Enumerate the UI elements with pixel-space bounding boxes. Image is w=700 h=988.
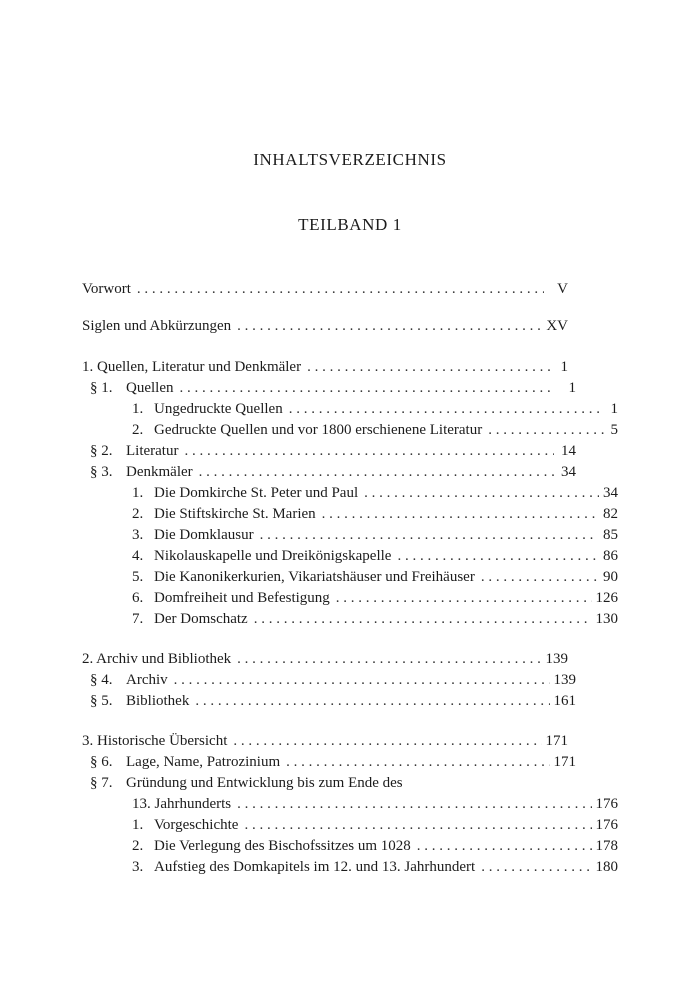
- leader-dots: [237, 648, 541, 670]
- leader-dots: [195, 690, 549, 712]
- toc-page-number: 130: [595, 611, 618, 627]
- item-number: 1.: [132, 401, 144, 417]
- leader-dots: [336, 587, 592, 609]
- toc-entry-label: Gründung und Entwicklung bis zum Ende des: [126, 775, 403, 791]
- toc-page-number: 139: [545, 651, 568, 667]
- section-number: § 1.: [90, 380, 113, 396]
- leader-dots: [174, 669, 550, 691]
- item-number: 4.: [132, 548, 144, 564]
- toc-page-number: 34: [561, 464, 576, 480]
- item-number: 5.: [132, 569, 144, 585]
- item-number: 3.: [132, 527, 144, 543]
- toc-entry-label: Vorgeschichte: [154, 817, 239, 833]
- toc-subentry: [82, 398, 618, 420]
- toc-subentry: [82, 608, 618, 630]
- toc-entry-label: 3. Historische Übersicht: [82, 733, 228, 749]
- toc-page-number: 90: [603, 569, 618, 585]
- leader-dots: [481, 856, 591, 878]
- toc-page-number: 1: [610, 401, 618, 417]
- toc-page-number: 171: [553, 754, 576, 770]
- toc-section-1: [82, 377, 576, 399]
- toc-entry-label: Die Verlegung des Bischofssitzes um 1028: [154, 838, 411, 854]
- item-number: 3.: [132, 859, 144, 875]
- toc-page-number: 14: [561, 443, 576, 459]
- toc-page-number: 86: [603, 548, 618, 564]
- item-number: 2.: [132, 838, 144, 854]
- toc-subentry: [82, 856, 618, 878]
- toc-subentry: [82, 587, 618, 609]
- section-number: § 2.: [90, 443, 113, 459]
- toc-section-3: [82, 461, 576, 483]
- toc-page-number: 126: [595, 590, 618, 606]
- toc-entry-label: Quellen: [126, 380, 174, 396]
- toc-page-number: XV: [546, 318, 568, 334]
- toc-entry-label: Nikolauskapelle und Dreikönigskapelle: [154, 548, 392, 564]
- item-number: 1.: [132, 485, 144, 501]
- toc-entry-label: Archiv: [126, 672, 168, 688]
- section-number: § 5.: [90, 693, 113, 709]
- leader-dots: [237, 793, 591, 815]
- item-number: 2.: [132, 506, 144, 522]
- section-number: § 4.: [90, 672, 113, 688]
- toc-chapter-1: [82, 356, 568, 378]
- toc-page-number: 180: [595, 859, 618, 875]
- item-number: 2.: [132, 422, 144, 438]
- toc-entry-label: Denkmäler: [126, 464, 193, 480]
- section-number: § 3.: [90, 464, 113, 480]
- leader-dots: [286, 751, 549, 773]
- toc-entry-label: Gedruckte Quellen und vor 1800 erschienene Literatur: [154, 422, 483, 438]
- toc-section-5: [82, 690, 576, 712]
- toc-entry-label: Die Kanonikerkurien, Vikariatshäuser und Freihäuser: [154, 569, 475, 585]
- toc-page-number: 139: [553, 672, 576, 688]
- toc-page-number: 5: [610, 422, 618, 438]
- toc-page-number: 1: [560, 359, 568, 375]
- toc-entry-label: Die Domklausur: [154, 527, 254, 543]
- leader-dots: [307, 356, 552, 378]
- toc-entry-label: Die Domkirche St. Peter und Paul: [154, 485, 359, 501]
- item-number: 6.: [132, 590, 144, 606]
- toc-page-number: V: [557, 281, 568, 297]
- toc-subtitle: TEILBAND 1: [298, 215, 402, 234]
- toc-page-number: 161: [553, 693, 576, 709]
- toc-subentry: [82, 419, 618, 441]
- toc-section-4: [82, 669, 576, 691]
- toc-page-number: 1: [568, 380, 576, 396]
- leader-dots: [254, 608, 592, 630]
- toc-page-number: 34: [603, 485, 618, 501]
- toc-entry-siglen: [82, 315, 568, 337]
- leader-dots: [184, 440, 553, 462]
- toc-entry-label: Bibliothek: [126, 693, 190, 709]
- toc-entry-label: Die Stiftskirche St. Marien: [154, 506, 316, 522]
- toc-entry-label: 13. Jahrhunderts: [132, 796, 232, 812]
- toc-entry-label: Domfreiheit und Befestigung: [154, 590, 330, 606]
- toc-chapter-2: [82, 648, 568, 670]
- leader-dots: [137, 278, 544, 300]
- toc-section-6: [82, 751, 576, 773]
- toc-entry-vorwort: [82, 278, 568, 300]
- toc-page-number: 178: [595, 838, 618, 854]
- toc-page-number: 176: [595, 817, 618, 833]
- leader-dots: [233, 730, 541, 752]
- toc-section-2: [82, 440, 576, 462]
- toc-entry-label: Lage, Name, Patrozinium: [126, 754, 281, 770]
- toc-entry-label: Ungedruckte Quellen: [154, 401, 283, 417]
- toc-subentry: [82, 524, 618, 546]
- leader-dots: [397, 545, 599, 567]
- toc-entry-label: Vorwort: [82, 281, 131, 297]
- toc-subentry: [82, 814, 618, 836]
- item-number: 1.: [132, 817, 144, 833]
- leader-dots: [289, 398, 599, 420]
- leader-dots: [417, 835, 592, 857]
- leader-dots: [199, 461, 555, 483]
- toc-subentry: [82, 545, 618, 567]
- leader-dots: [260, 524, 598, 546]
- toc-section-7-continued: [82, 793, 618, 815]
- toc-page-number: 171: [545, 733, 568, 749]
- leader-dots: [237, 315, 542, 337]
- section-number: § 6.: [90, 754, 113, 770]
- toc-page-number: 176: [595, 796, 618, 812]
- toc-section-7: [82, 772, 576, 794]
- section-number: § 7.: [90, 775, 113, 791]
- leader-dots: [364, 482, 599, 504]
- toc-title: INHALTSVERZEICHNIS: [253, 150, 447, 169]
- toc-page-number: 82: [603, 506, 618, 522]
- leader-dots: [179, 377, 553, 399]
- toc-subentry: [82, 482, 618, 504]
- leader-dots: [244, 814, 591, 836]
- toc-subentry: [82, 566, 618, 588]
- toc-subentry: [82, 503, 618, 525]
- toc-subentry: [82, 835, 618, 857]
- toc-entry-label: Literatur: [126, 443, 179, 459]
- toc-chapter-3: [82, 730, 568, 752]
- leader-dots: [322, 503, 599, 525]
- toc-entry-label: 1. Quellen, Literatur und Denkmäler: [82, 359, 302, 375]
- item-number: 7.: [132, 611, 144, 627]
- toc-entry-label: Aufstieg des Domkapitels im 12. und 13. Jahrhundert: [154, 859, 476, 875]
- toc-entry-label: 2. Archiv und Bibliothek: [82, 651, 232, 667]
- toc-page-number: 85: [603, 527, 618, 543]
- toc-entry-label: Siglen und Abkürzungen: [82, 318, 232, 334]
- leader-dots: [481, 566, 599, 588]
- leader-dots: [488, 419, 606, 441]
- toc-entry-label: Der Domschatz: [154, 611, 248, 627]
